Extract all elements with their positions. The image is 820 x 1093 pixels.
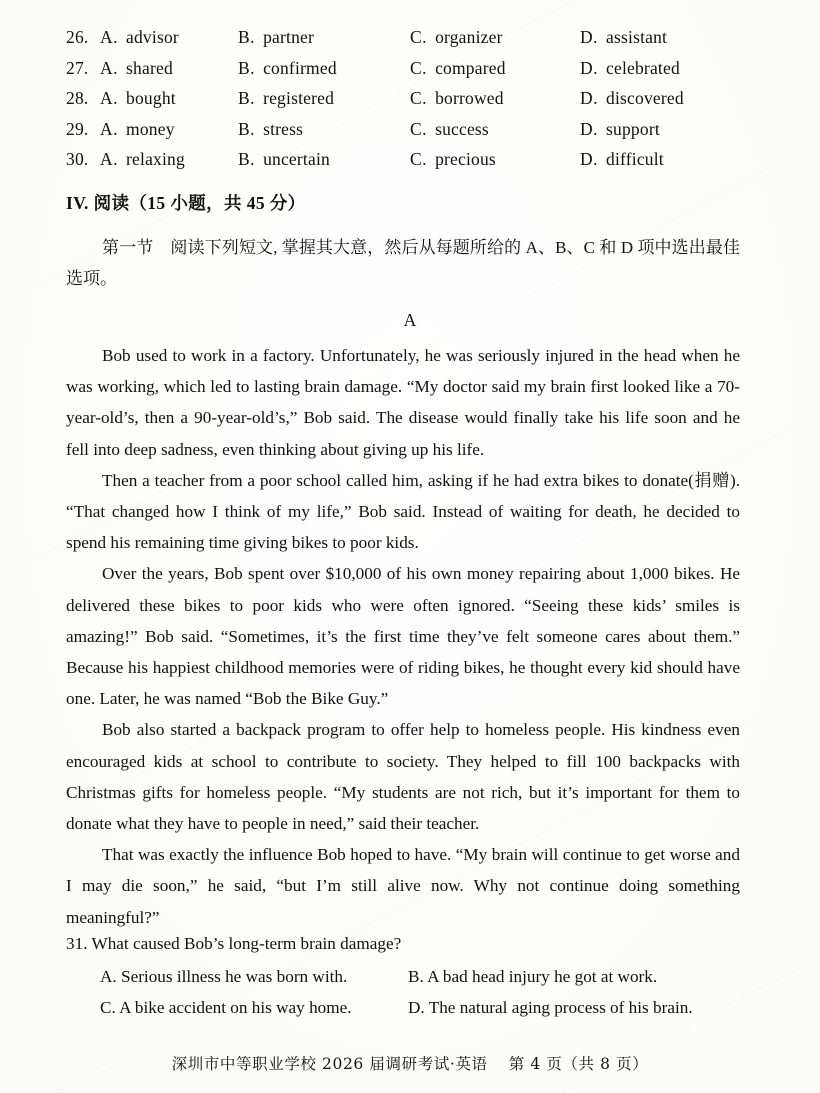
cloze-row xyxy=(66,83,754,114)
cloze-option-d[interactable] xyxy=(580,22,667,53)
option-label: A. xyxy=(100,27,119,47)
cloze-option-c[interactable] xyxy=(410,22,503,53)
option-text: discovered xyxy=(606,88,684,108)
option-text: relaxing xyxy=(126,149,185,169)
option-text: partner xyxy=(263,27,315,47)
cloze-option-a[interactable] xyxy=(100,114,175,145)
cloze-option-a[interactable] xyxy=(100,83,176,114)
question-option-b[interactable]: B. A bad head injury he got at work. xyxy=(408,967,658,986)
cloze-option-b[interactable] xyxy=(238,144,330,175)
page-footer xyxy=(0,1052,820,1074)
footer-exam-title: 深圳市中等职业学校 2026 届调研考试·英语 xyxy=(171,1055,488,1073)
option-label: D. xyxy=(580,27,599,47)
option-label: D. xyxy=(580,149,599,169)
option-label: B. xyxy=(238,149,256,169)
option-label: B. xyxy=(238,27,256,47)
cloze-row xyxy=(66,22,754,53)
question-option-a[interactable]: A. Serious illness he was born with. xyxy=(100,967,348,986)
option-label: C. xyxy=(410,149,428,169)
option-label: A. xyxy=(100,57,119,78)
option-label: C. xyxy=(410,88,428,108)
option-label: C. xyxy=(410,57,428,78)
section-heading xyxy=(66,190,306,215)
option-text: compared xyxy=(435,57,506,78)
cloze-option-c[interactable] xyxy=(410,144,496,175)
option-text: registered xyxy=(263,88,335,108)
section-heading-text: 阅读（15 小题，共 45 分） xyxy=(93,193,306,213)
question-number: 28. xyxy=(66,88,89,108)
cloze-option-b[interactable] xyxy=(238,22,314,53)
cloze-option-a[interactable] xyxy=(100,144,185,175)
cloze-row xyxy=(66,53,754,84)
passage-title: A xyxy=(403,310,417,330)
questions-block xyxy=(66,928,740,1023)
passage-paragraph: Over the years, Bob spent over $10,000 of his own money repairing about 1,000 bikes. He delivered these bikes to poor kids who were often ignored. “Seeing these kids’ smiles is amazing!” Bob said. “Sometimes, it’s the first time they’ve felt someone cares about them.” Because his happiest childhood memories were of riding bikes, he thought every kid should have one. Later, he was named “Bob the Bike Guy.” xyxy=(66,564,740,709)
cloze-option-b[interactable] xyxy=(238,114,303,145)
cloze-row xyxy=(66,144,754,175)
cloze-row xyxy=(66,114,754,145)
option-label: C. xyxy=(410,118,428,139)
option-label: B. xyxy=(238,57,256,78)
question-option-c[interactable]: C. A bike accident on his way home. xyxy=(100,998,352,1017)
cloze-option-d[interactable] xyxy=(580,83,684,114)
option-text: bought xyxy=(126,88,176,108)
cloze-option-d[interactable] xyxy=(580,144,664,175)
cloze-option-d[interactable] xyxy=(580,114,660,145)
option-text: success xyxy=(435,118,489,139)
section-instruction: 第一节 阅读下列短文, 掌握其大意，然后从每题所给的 A、B、C 和 D 项中选出最佳选项。 xyxy=(66,238,740,288)
option-text: uncertain xyxy=(263,149,330,169)
passage-paragraph: Bob used to work in a factory. Unfortunately, he was seriously injured in the head when he was working, which led to lasting brain damage. “My doctor said my brain first looked like a 70-year-old’s, then a 90-year-old’s,” Bob said. The disease would finally take his life soon and he fell into deep sadness, even thinking about giving up his life. xyxy=(66,346,740,459)
option-label: D. xyxy=(580,57,599,78)
option-label: A. xyxy=(100,149,119,169)
option-text: borrowed xyxy=(435,88,504,108)
option-text: assistant xyxy=(606,27,668,47)
cloze-option-c[interactable] xyxy=(410,83,504,114)
cloze-option-b[interactable] xyxy=(238,53,337,84)
question-option-row xyxy=(66,961,740,992)
cloze-option-c[interactable] xyxy=(410,114,489,145)
option-text: money xyxy=(126,118,175,139)
option-text: organizer xyxy=(435,27,503,47)
option-label: B. xyxy=(238,88,256,108)
question-options xyxy=(66,961,740,1023)
option-text: celebrated xyxy=(606,57,680,78)
option-text: advisor xyxy=(126,27,179,47)
cloze-option-c[interactable] xyxy=(410,53,506,84)
question-stem: 31. What caused Bob’s long-term brain damage? xyxy=(66,934,402,953)
option-text: stress xyxy=(263,118,304,139)
footer-page-number: 第 4 页（共 8 页） xyxy=(508,1055,649,1073)
option-text: confirmed xyxy=(263,57,337,78)
option-label: A. xyxy=(100,88,119,108)
cloze-option-b[interactable] xyxy=(238,83,334,114)
option-label: A. xyxy=(100,118,119,139)
cloze-options-block xyxy=(66,22,754,175)
option-label: D. xyxy=(580,118,599,139)
option-text: support xyxy=(606,118,660,139)
question-option-row xyxy=(66,992,740,1023)
question-option-d[interactable]: D. The natural aging process of his brain. xyxy=(408,998,693,1017)
cloze-option-a[interactable] xyxy=(100,22,179,53)
option-label: D. xyxy=(580,88,599,108)
question-number: 30. xyxy=(66,149,89,169)
question-number: 29. xyxy=(66,118,89,139)
option-text: difficult xyxy=(606,149,664,169)
cloze-option-d[interactable] xyxy=(580,53,680,84)
passage-body xyxy=(66,340,740,933)
passage-paragraph: Then a teacher from a poor school called him, asking if he had extra bikes to donate(捐赠). “That changed how I think of my life,” Bob said. Instead of waiting for death, he decided to spend his remaining time giving bikes to poor kids. xyxy=(66,470,740,553)
option-label: B. xyxy=(238,118,256,139)
passage-paragraph: That was exactly the influence Bob hoped to have. “My brain will continue to get worse and I may die soon,” he said, “but I’m still alive now. Why not continue doing something meaningful?” xyxy=(66,845,740,927)
question-number: 26. xyxy=(66,27,89,47)
option-text: shared xyxy=(126,57,173,78)
question-number: 27. xyxy=(66,57,89,78)
section-numeral: IV. xyxy=(66,193,89,213)
option-text: precious xyxy=(435,149,496,169)
cloze-option-a[interactable] xyxy=(100,53,173,84)
option-label: C. xyxy=(410,27,428,47)
passage-paragraph: Bob also started a backpack program to offer help to homeless people. His kindness even encouraged kids at school to contribute to society. They helped to fill 100 backpacks with Christmas gifts for homeless people. “My students are not rich, but it’s important for them to donate what they have to people in need,” said their teacher. xyxy=(66,720,740,834)
